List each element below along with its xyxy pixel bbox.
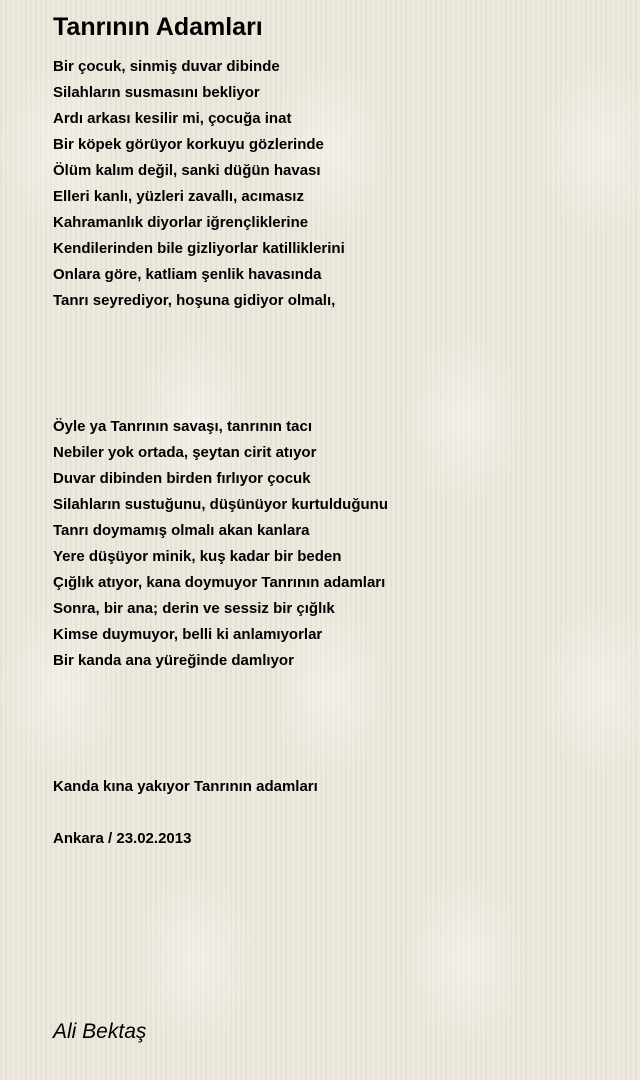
- poem-line: Silahların susmasını bekliyor: [53, 84, 260, 101]
- poem-line: Sonra, bir ana; derin ve sessiz bir çığlık: [53, 600, 335, 617]
- poem-line: Ardı arkası kesilir mi, çocuğa inat: [53, 110, 292, 127]
- poem-line: Elleri kanlı, yüzleri zavallı, acımasız: [53, 188, 304, 205]
- stanza-3: [53, 774, 613, 800]
- poem-line: Onlara göre, katliam şenlik havasında: [53, 266, 322, 283]
- poem-line: Duvar dibinden birden fırlıyor çocuk: [53, 470, 311, 487]
- stanza-1: [53, 54, 613, 314]
- poem-line: Kendilerinden bile gizliyorlar katilliklerini: [53, 240, 345, 257]
- poem-line: Tanrı seyrediyor, hoşuna gidiyor olmalı,: [53, 292, 336, 309]
- poem-line: Yere düşüyor minik, kuş kadar bir beden: [53, 548, 342, 565]
- poem-line: Çığlık atıyor, kana doymuyor Tanrının adamları: [53, 574, 386, 591]
- poem-line: Öyle ya Tanrının savaşı, tanrının tacı: [53, 418, 312, 435]
- poem: [53, 10, 613, 847]
- poem-line: Nebiler yok ortada, şeytan cirit atıyor: [53, 444, 317, 461]
- poem-author: Ali Bektaş: [53, 1020, 147, 1043]
- poem-line: Tanrı doymamış olmalı akan kanlara: [53, 522, 310, 539]
- poem-line: Kimse duymuyor, belli ki anlamıyorlar: [53, 626, 323, 643]
- place-date: [53, 826, 613, 852]
- poem-line: Bir köpek görüyor korkuyu gözlerinde: [53, 136, 324, 153]
- poem-line: Ölüm kalım değil, sanki düğün havası: [53, 162, 321, 179]
- stanza-2: [53, 414, 613, 674]
- poem-place-date: Ankara / 23.02.2013: [53, 830, 192, 847]
- poem-line: Silahların sustuğunu, düşünüyor kurtulduğunu: [53, 496, 388, 513]
- poem-line: Bir kanda ana yüreğinde damlıyor: [53, 652, 294, 669]
- poem-title: Tanrının Adamları: [53, 13, 263, 41]
- poem-line: Bir çocuk, sinmiş duvar dibinde: [53, 58, 280, 75]
- poem-line: Kahramanlık diyorlar iğrençliklerine: [53, 214, 309, 231]
- poem-line: Kanda kına yakıyor Tanrının adamları: [53, 778, 318, 795]
